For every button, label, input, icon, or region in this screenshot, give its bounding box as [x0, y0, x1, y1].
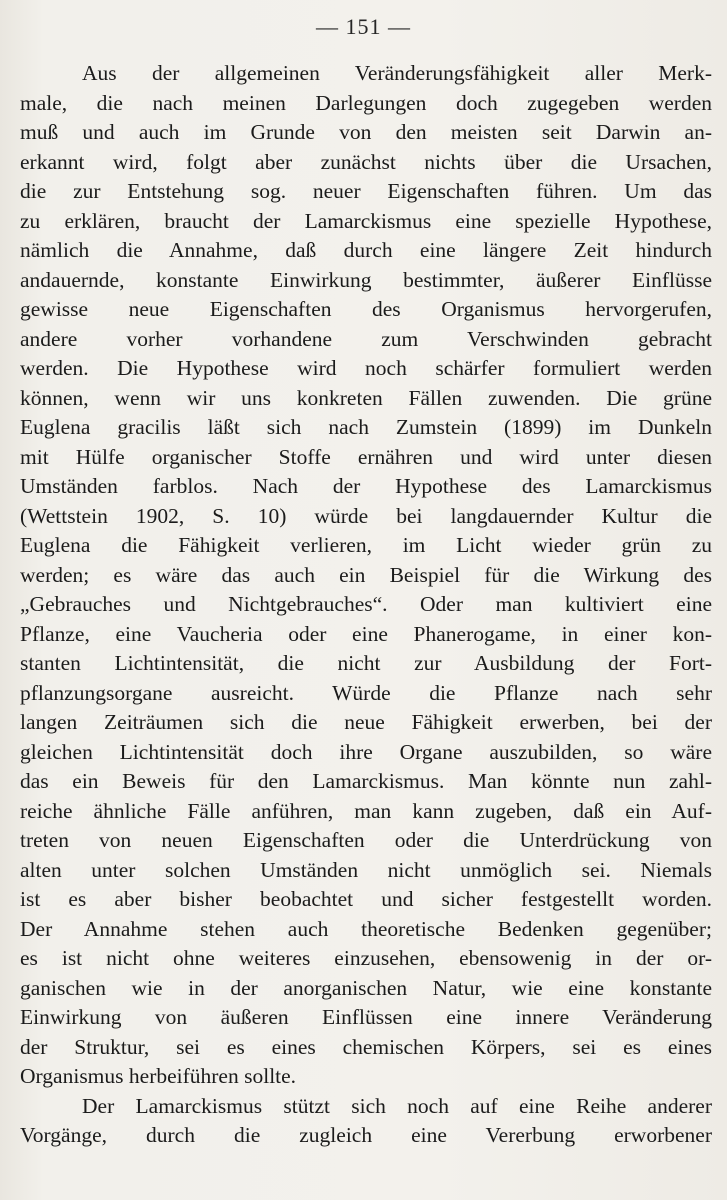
text-line: erkannt wird, folgt aber zunächst nichts über die Ursachen, — [20, 149, 712, 174]
text-line: ganischen wie in der anorganischen Natur, wie eine konstante — [20, 975, 712, 1000]
text-line: können, wenn wir uns konkreten Fällen zuwenden. Die grüne — [20, 385, 712, 410]
text-line: muß und auch im Grunde von den meisten seit Darwin an- — [20, 120, 712, 144]
text-line: mit Hülfe organischer Stoffe ernähren und wird unter diesen — [20, 444, 712, 469]
text-line: (Wettstein 1902, S. 10) würde bei langdauernder Kultur die — [20, 503, 712, 528]
body-text — [20, 59, 712, 1151]
text-line: andere vorher vorhandene zum Verschwinden gebracht — [20, 326, 712, 351]
text-line: nämlich die Annahme, daß durch eine längere Zeit hindurch — [20, 238, 712, 262]
text-line: die zur Entstehung sog. neuer Eigenschaften führen. Um das — [20, 179, 712, 203]
text-line: Einwirkung von äußeren Einflüssen eine innere Veränderung — [20, 1005, 712, 1029]
text-line: treten von neuen Eigenschaften oder die Unterdrückung von — [20, 828, 712, 852]
text-line: das ein Beweis für den Lamarckismus. Man könnte nun zahl- — [20, 769, 712, 793]
text-line: zu erklären, braucht der Lamarckismus eine spezielle Hypothese, — [20, 208, 712, 233]
text-line: pflanzungsorgane ausreicht. Würde die Pflanze nach sehr — [20, 680, 712, 705]
text-line: stanten Lichtintensität, die nicht zur Ausbildung der Fort- — [20, 651, 712, 675]
text-line: alten unter solchen Umständen nicht unmöglich sei. Niemals — [20, 857, 712, 882]
paragraph-2 — [20, 1092, 712, 1151]
text-line: ist es aber bisher beobachtet und sicher festgestellt worden. — [20, 887, 712, 911]
page-number: — 151 — — [316, 14, 411, 39]
text-line: werden. Die Hypothese wird noch schärfer formuliert werden — [20, 356, 712, 380]
text-line: andauernde, konstante Einwirkung bestimmter, äußerer Einflüsse — [20, 267, 712, 292]
text-line: der Struktur, sei es eines chemischen Körpers, sei es eines — [20, 1034, 712, 1059]
text-line: werden; es wäre das auch ein Beispiel für die Wirkung des — [20, 562, 712, 587]
text-line: Organismus herbeiführen sollte. — [20, 1064, 297, 1088]
text-line: Aus der allgemeinen Veränderungsfähigkeit aller Merk- — [82, 61, 712, 85]
text-line: male, die nach meinen Darlegungen doch zugegeben werden — [20, 90, 712, 115]
text-line: Umständen farblos. Nach der Hypothese des Lamarckismus — [20, 474, 712, 498]
text-line: „Gebrauches und Nichtgebrauches“. Oder man kultiviert eine — [20, 592, 712, 616]
text-line: Der Lamarckismus stützt sich noch auf eine Reihe anderer — [82, 1093, 712, 1118]
paragraph-1 — [20, 59, 712, 1092]
text-line: Euglena gracilis läßt sich nach Zumstein (1899) im Dunkeln — [20, 415, 712, 439]
text-line: Euglena die Fähigkeit verlieren, im Licht wieder grün zu — [20, 533, 712, 557]
text-line: Pflanze, eine Vaucheria oder eine Phanerogame, in einer kon- — [20, 621, 712, 646]
text-line: gewisse neue Eigenschaften des Organismus hervorgerufen, — [20, 297, 712, 321]
text-line: Vorgänge, durch die zugleich eine Vererbung erworbener — [20, 1123, 712, 1147]
text-line: langen Zeiträumen sich die neue Fähigkeit erwerben, bei der — [20, 710, 712, 734]
text-line: gleichen Lichtintensität doch ihre Organe auszubilden, so wäre — [20, 739, 712, 764]
text-line: reiche ähnliche Fälle anführen, man kann zugeben, daß ein Auf- — [20, 798, 712, 823]
text-line: Der Annahme stehen auch theoretische Bedenken gegenüber; — [20, 916, 712, 941]
text-line: es ist nicht ohne weiteres einzusehen, ebensowenig in der or- — [20, 946, 712, 970]
